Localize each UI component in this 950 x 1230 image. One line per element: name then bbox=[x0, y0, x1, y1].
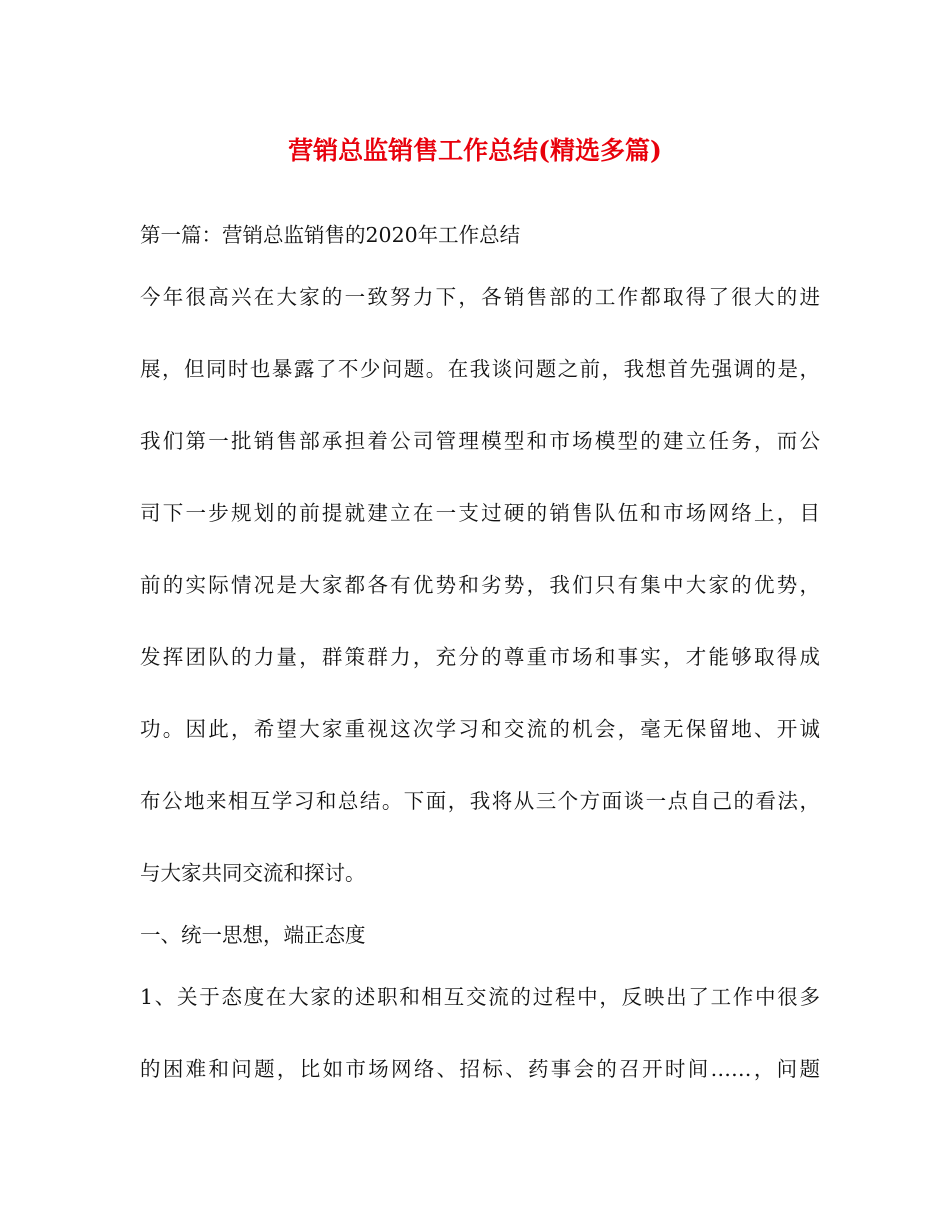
subheading: 一、统一思想，端正态度 bbox=[140, 923, 366, 947]
paragraph-line: 发挥团队的力量，群策群力，充分的尊重市场和事实，才能够取得成 bbox=[140, 645, 820, 669]
paragraph-line-last: 与大家共同交流和探讨。 bbox=[140, 861, 366, 885]
item-line: 的困难和问题，比如市场网络、招标、药事会的召开时间……，问题 bbox=[140, 1057, 820, 1081]
paragraph-line: 布公地来相互学习和总结。下面，我将从三个方面谈一点自己的看法， bbox=[140, 789, 820, 813]
paragraph-line: 我们第一批销售部承担着公司管理模型和市场模型的建立任务，而公 bbox=[140, 429, 820, 453]
paragraph-line: 前的实际情况是大家都各有优势和劣势，我们只有集中大家的优势， bbox=[140, 573, 820, 597]
document-title: 营销总监销售工作总结(精选多篇) bbox=[288, 136, 662, 165]
paragraph-line: 司下一步规划的前提就建立在一支过硬的销售队伍和市场网络上，目 bbox=[140, 501, 820, 525]
paragraph-line: 展，但同时也暴露了不少问题。在我谈问题之前，我想首先强调的是， bbox=[140, 357, 820, 381]
paragraph-line: 今年很高兴在大家的一致努力下，各销售部的工作都取得了很大的进 bbox=[140, 285, 820, 309]
paragraph-line: 功。因此，希望大家重视这次学习和交流的机会，毫无保留地、开诚 bbox=[140, 717, 820, 741]
section-heading: 第一篇：营销总监销售的2020年工作总结 bbox=[140, 223, 521, 247]
item-line: 1、关于态度在大家的述职和相互交流的过程中，反映出了工作中很多 bbox=[140, 985, 820, 1009]
